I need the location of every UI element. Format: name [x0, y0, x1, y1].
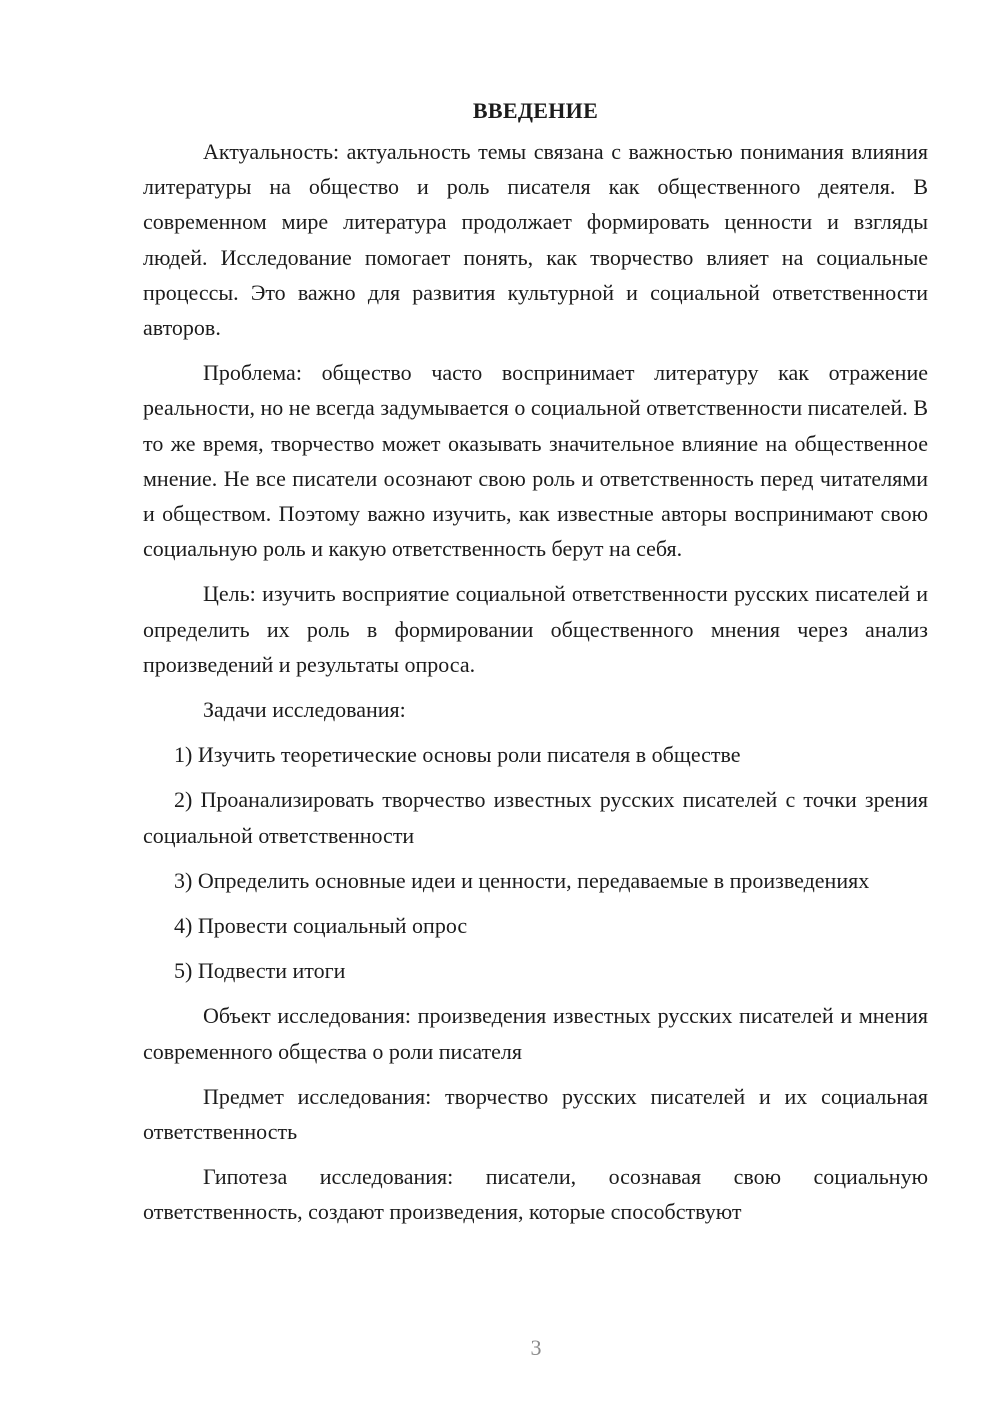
- tasks-heading: Задачи исследования:: [203, 697, 406, 723]
- goal-paragraph: Цель: изучить восприятие социальной ответственности русских писателей и определить их роль в формировании общественного мнения через анализ произведений и результаты опроса.: [143, 581, 928, 677]
- subject-paragraph: Предмет исследования: творчество русских писателей и их социальная ответственность: [143, 1083, 928, 1145]
- hypothesis-paragraph: Гипотеза исследования: писатели, осознавая свою социальную ответственность, создают произведения, которые способствуют: [143, 1164, 928, 1225]
- object-paragraph: Объект исследования: произведения известных русских писателей и мнения современного общества о роли писателя: [143, 1003, 928, 1064]
- task-item: 2) Проанализировать творчество известных русских писателей с точки зрения социальной ответственности: [143, 787, 928, 848]
- task-item: 3) Определить основные идеи и ценности, передаваемые в произведениях: [174, 867, 870, 893]
- document-body: [143, 96, 928, 1240]
- task-item: 5) Подвести итоги: [174, 958, 346, 984]
- page-number: 3: [530, 1335, 542, 1360]
- problem-paragraph: Проблема: общество часто воспринимает литературу как отражение реальности, но не всегда задумывается о социальной ответственности писателей. В то же время, творчество может оказывать значительное влияние на общественное мнение. Не все писатели осознают свою роль и ответственность перед читателями и обществом. Поэтому важно изучить, как известные авторы воспринимают свою социальную роль и какую ответственность берут на себя.: [143, 360, 928, 562]
- page-title: ВВЕДЕНИЕ: [472, 98, 599, 123]
- task-item: 1) Изучить теоретические основы роли писателя в обществе: [174, 742, 741, 768]
- relevance-paragraph: Актуальность: актуальность темы связана с важностью понимания влияния литературы на общество и роль писателя как общественного деятеля. В современном мире литература продолжает формировать ценности и взгляды людей. Исследование помогает понять, как творчество влияет на социальные процессы. Это важно для развития культурной и социальной ответственности авторов.: [143, 139, 928, 341]
- task-item: 4) Провести социальный опрос: [174, 913, 468, 939]
